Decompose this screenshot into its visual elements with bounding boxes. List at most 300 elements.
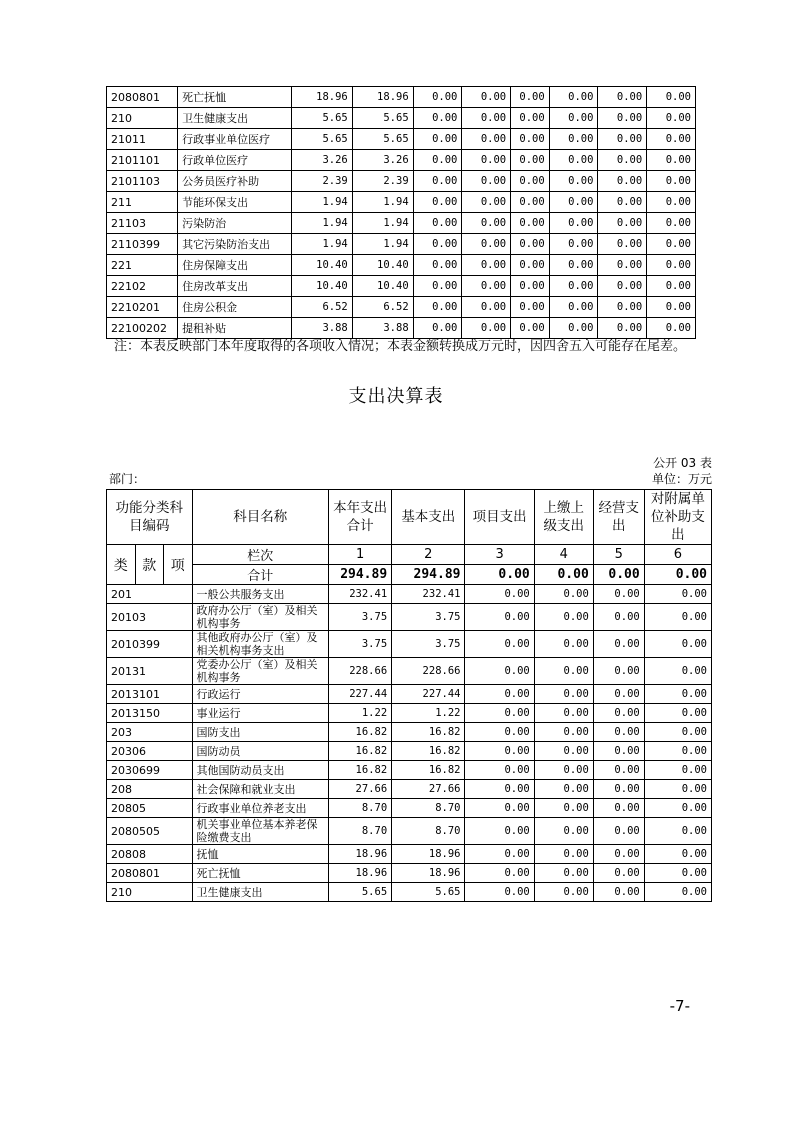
- col-num-2: 2: [392, 545, 465, 565]
- amount-cell: 0.00: [413, 234, 462, 255]
- subject-code: 20103: [107, 604, 193, 631]
- amount-cell: 0.00: [462, 171, 511, 192]
- amount-cell: 0.00: [598, 297, 647, 318]
- subject-code: 20805: [107, 799, 193, 818]
- amount-cell: 0.00: [534, 864, 593, 883]
- subject-name: 卫生健康支出: [192, 883, 328, 902]
- amount-cell: 0.00: [465, 845, 534, 864]
- subject-code: 2030699: [107, 761, 193, 780]
- amount-cell: 0.00: [413, 108, 462, 129]
- table-row: [107, 234, 696, 255]
- amount-cell: 0.00: [598, 171, 647, 192]
- amount-cell: 0.00: [534, 883, 593, 902]
- table-row: [107, 658, 712, 685]
- subject-code: 2101101: [107, 150, 178, 171]
- amount-cell: 0.00: [644, 818, 711, 845]
- amount-cell: 0.00: [534, 658, 593, 685]
- amount-cell: 0.00: [465, 818, 534, 845]
- amount-cell: 10.40: [291, 276, 352, 297]
- subject-name: 公务员医疗补助: [178, 171, 292, 192]
- col-num-1: 1: [329, 545, 392, 565]
- amount-cell: 0.00: [413, 255, 462, 276]
- amount-cell: 0.00: [465, 799, 534, 818]
- income-table-continued: [106, 86, 696, 339]
- subject-name: 提租补贴: [178, 318, 292, 339]
- amount-cell: 0.00: [549, 150, 598, 171]
- total-value-2: 294.89: [392, 565, 465, 585]
- amount-cell: 1.22: [392, 704, 465, 723]
- amount-cell: 0.00: [413, 171, 462, 192]
- amount-cell: 0.00: [598, 213, 647, 234]
- amount-cell: 0.00: [465, 685, 534, 704]
- amount-cell: 5.65: [329, 883, 392, 902]
- amount-cell: 0.00: [644, 742, 711, 761]
- amount-cell: 0.00: [593, 799, 644, 818]
- amount-cell: 0.00: [465, 883, 534, 902]
- amount-cell: 0.00: [511, 255, 550, 276]
- amount-cell: 0.00: [511, 171, 550, 192]
- amount-cell: 0.00: [593, 631, 644, 658]
- amount-cell: 0.00: [465, 604, 534, 631]
- amount-cell: 0.00: [644, 883, 711, 902]
- table-row: [107, 129, 696, 150]
- table-row: [107, 704, 712, 723]
- amount-cell: 228.66: [392, 658, 465, 685]
- amount-cell: 0.00: [593, 864, 644, 883]
- amount-cell: 3.88: [352, 318, 413, 339]
- amount-cell: 3.75: [329, 604, 392, 631]
- amount-cell: 0.00: [598, 129, 647, 150]
- amount-cell: 0.00: [644, 799, 711, 818]
- subject-name: 党委办公厅（室）及相关机构事务: [192, 658, 328, 685]
- amount-cell: 6.52: [352, 297, 413, 318]
- total-value-6: 0.00: [644, 565, 711, 585]
- subject-name: 卫生健康支出: [178, 108, 292, 129]
- table-row: [107, 318, 696, 339]
- amount-cell: 0.00: [644, 585, 711, 604]
- subject-name: 社会保障和就业支出: [192, 780, 328, 799]
- amount-cell: 0.00: [593, 604, 644, 631]
- subject-name: 其他国防动员支出: [192, 761, 328, 780]
- amount-cell: 0.00: [511, 318, 550, 339]
- amount-cell: 0.00: [534, 631, 593, 658]
- amount-cell: 0.00: [413, 87, 462, 108]
- amount-cell: 0.00: [462, 318, 511, 339]
- table-row: [107, 742, 712, 761]
- col-num-6: 6: [644, 545, 711, 565]
- subject-name: 污染防治: [178, 213, 292, 234]
- amount-cell: 0.00: [511, 129, 550, 150]
- amount-cell: 0.00: [644, 845, 711, 864]
- amount-cell: 0.00: [598, 276, 647, 297]
- table-row: [107, 585, 712, 604]
- amount-cell: 0.00: [593, 742, 644, 761]
- amount-cell: 0.00: [593, 845, 644, 864]
- subject-name: 节能环保支出: [178, 192, 292, 213]
- subject-name: 抚恤: [192, 845, 328, 864]
- table-row: [107, 883, 712, 902]
- amount-cell: 1.94: [352, 234, 413, 255]
- amount-cell: 3.26: [352, 150, 413, 171]
- header-row: [107, 490, 712, 545]
- amount-cell: 3.75: [329, 631, 392, 658]
- amount-cell: 2.39: [352, 171, 413, 192]
- subject-code: 2013150: [107, 704, 193, 723]
- amount-cell: 227.44: [329, 685, 392, 704]
- amount-cell: 0.00: [647, 234, 696, 255]
- amount-cell: 0.00: [462, 129, 511, 150]
- amount-cell: 232.41: [392, 585, 465, 604]
- expenditure-table: [106, 489, 712, 902]
- amount-cell: 0.00: [647, 129, 696, 150]
- subject-name: 住房改革支出: [178, 276, 292, 297]
- header-col-3: 项目支出: [465, 490, 534, 545]
- amount-cell: 0.00: [598, 255, 647, 276]
- subject-code: 21011: [107, 129, 178, 150]
- amount-cell: 18.96: [392, 845, 465, 864]
- amount-cell: 0.00: [593, 685, 644, 704]
- amount-cell: 18.96: [352, 87, 413, 108]
- header-kuan: 款: [135, 545, 164, 585]
- amount-cell: 18.96: [329, 845, 392, 864]
- table-row: [107, 845, 712, 864]
- amount-cell: 1.22: [329, 704, 392, 723]
- amount-cell: 0.00: [465, 864, 534, 883]
- unit-label: 单位：万元: [651, 472, 712, 486]
- amount-cell: 10.40: [352, 276, 413, 297]
- subject-name: 行政事业单位养老支出: [192, 799, 328, 818]
- header-col-1: 本年支出合计: [329, 490, 392, 545]
- table-row: [107, 276, 696, 297]
- subject-code: 20131: [107, 658, 193, 685]
- amount-cell: 0.00: [465, 761, 534, 780]
- amount-cell: 0.00: [644, 604, 711, 631]
- table-row: [107, 192, 696, 213]
- table-note: 注：本表反映部门本年度取得的各项收入情况；本表金额转换成万元时，因四舍五入可能存在尾差。: [114, 339, 687, 354]
- amount-cell: 0.00: [413, 150, 462, 171]
- table-row: [107, 799, 712, 818]
- table-row: [107, 864, 712, 883]
- amount-cell: 0.00: [549, 108, 598, 129]
- table-row: [107, 723, 712, 742]
- amount-cell: 0.00: [413, 297, 462, 318]
- amount-cell: 0.00: [593, 780, 644, 799]
- amount-cell: 18.96: [392, 864, 465, 883]
- amount-cell: 0.00: [511, 213, 550, 234]
- table-row: [107, 108, 696, 129]
- subject-code: 201: [107, 585, 193, 604]
- amount-cell: 0.00: [647, 192, 696, 213]
- amount-cell: 0.00: [647, 318, 696, 339]
- amount-cell: 0.00: [644, 631, 711, 658]
- table-row: [107, 255, 696, 276]
- amount-cell: 0.00: [462, 255, 511, 276]
- table-row: [107, 150, 696, 171]
- amount-cell: 0.00: [534, 780, 593, 799]
- amount-cell: 0.00: [549, 318, 598, 339]
- amount-cell: 0.00: [644, 761, 711, 780]
- table-row: [107, 818, 712, 845]
- amount-cell: 2.39: [291, 171, 352, 192]
- amount-cell: 8.70: [392, 799, 465, 818]
- amount-cell: 0.00: [462, 234, 511, 255]
- amount-cell: 0.00: [598, 87, 647, 108]
- public-table-number: 公开 03 表: [653, 456, 712, 470]
- amount-cell: 8.70: [329, 799, 392, 818]
- amount-cell: 0.00: [598, 192, 647, 213]
- subject-name: 国防支出: [192, 723, 328, 742]
- subject-name: 事业运行: [192, 704, 328, 723]
- amount-cell: 0.00: [511, 192, 550, 213]
- subject-code: 2080801: [107, 864, 193, 883]
- table-row: [107, 685, 712, 704]
- subject-code: 210: [107, 108, 178, 129]
- amount-cell: 0.00: [549, 192, 598, 213]
- page-number: -7-: [669, 997, 690, 1015]
- subject-name: 死亡抚恤: [178, 87, 292, 108]
- subject-code: 221: [107, 255, 178, 276]
- amount-cell: 0.00: [534, 799, 593, 818]
- amount-cell: 0.00: [647, 150, 696, 171]
- subject-code: 2110399: [107, 234, 178, 255]
- department-label: 部门：: [109, 472, 146, 486]
- subject-name: 其它污染防治支出: [178, 234, 292, 255]
- subject-name: 机关事业单位基本养老保险缴费支出: [192, 818, 328, 845]
- amount-cell: 0.00: [534, 685, 593, 704]
- amount-cell: 0.00: [462, 150, 511, 171]
- subject-code: 2010399: [107, 631, 193, 658]
- header-xiang: 项: [164, 545, 193, 585]
- amount-cell: 0.00: [593, 761, 644, 780]
- amount-cell: 0.00: [593, 585, 644, 604]
- amount-cell: 6.52: [291, 297, 352, 318]
- table-row: [107, 213, 696, 234]
- amount-cell: 8.70: [392, 818, 465, 845]
- subject-name: 行政运行: [192, 685, 328, 704]
- amount-cell: 1.94: [352, 192, 413, 213]
- amount-cell: 0.00: [549, 276, 598, 297]
- amount-cell: 0.00: [511, 108, 550, 129]
- table-row: [107, 631, 712, 658]
- amount-cell: 16.82: [392, 761, 465, 780]
- amount-cell: 5.65: [291, 129, 352, 150]
- subject-code: 210: [107, 883, 193, 902]
- amount-cell: 0.00: [462, 213, 511, 234]
- amount-cell: 0.00: [462, 276, 511, 297]
- amount-cell: 232.41: [329, 585, 392, 604]
- subject-code: 20306: [107, 742, 193, 761]
- amount-cell: 0.00: [511, 87, 550, 108]
- amount-cell: 0.00: [534, 704, 593, 723]
- total-label: 合计: [192, 565, 328, 585]
- amount-cell: 0.00: [644, 658, 711, 685]
- amount-cell: 0.00: [593, 883, 644, 902]
- amount-cell: 0.00: [644, 685, 711, 704]
- subject-code: 208: [107, 780, 193, 799]
- amount-cell: 0.00: [413, 213, 462, 234]
- amount-cell: 0.00: [465, 704, 534, 723]
- amount-cell: 0.00: [462, 297, 511, 318]
- amount-cell: 18.96: [291, 87, 352, 108]
- amount-cell: 3.75: [392, 604, 465, 631]
- amount-cell: 18.96: [329, 864, 392, 883]
- amount-cell: 0.00: [465, 780, 534, 799]
- subject-code: 20808: [107, 845, 193, 864]
- amount-cell: 0.00: [465, 585, 534, 604]
- amount-cell: 0.00: [644, 780, 711, 799]
- amount-cell: 0.00: [534, 585, 593, 604]
- amount-cell: 0.00: [534, 742, 593, 761]
- amount-cell: 1.94: [291, 213, 352, 234]
- amount-cell: 0.00: [413, 192, 462, 213]
- amount-cell: 228.66: [329, 658, 392, 685]
- amount-cell: 0.00: [413, 318, 462, 339]
- subject-code: 2210201: [107, 297, 178, 318]
- amount-cell: 0.00: [598, 318, 647, 339]
- amount-cell: 0.00: [549, 87, 598, 108]
- subject-code: 21103: [107, 213, 178, 234]
- amount-cell: 0.00: [462, 87, 511, 108]
- amount-cell: 0.00: [549, 129, 598, 150]
- subject-name: 行政事业单位医疗: [178, 129, 292, 150]
- amount-cell: 0.00: [549, 213, 598, 234]
- amount-cell: 5.65: [352, 129, 413, 150]
- amount-cell: 0.00: [647, 213, 696, 234]
- header-lei: 类: [107, 545, 136, 585]
- col-num-3: 3: [465, 545, 534, 565]
- amount-cell: 0.00: [511, 234, 550, 255]
- amount-cell: 3.26: [291, 150, 352, 171]
- amount-cell: 8.70: [329, 818, 392, 845]
- table-row: [107, 87, 696, 108]
- amount-cell: 0.00: [534, 845, 593, 864]
- amount-cell: 3.75: [392, 631, 465, 658]
- subject-code: 203: [107, 723, 193, 742]
- amount-cell: 0.00: [598, 108, 647, 129]
- amount-cell: 0.00: [598, 234, 647, 255]
- amount-cell: 0.00: [465, 658, 534, 685]
- amount-cell: 0.00: [462, 108, 511, 129]
- subject-name: 一般公共服务支出: [192, 585, 328, 604]
- amount-cell: 0.00: [511, 297, 550, 318]
- amount-cell: 3.88: [291, 318, 352, 339]
- amount-cell: 0.00: [598, 150, 647, 171]
- amount-cell: 0.00: [593, 704, 644, 723]
- amount-cell: 10.40: [352, 255, 413, 276]
- amount-cell: 0.00: [534, 761, 593, 780]
- amount-cell: 0.00: [644, 864, 711, 883]
- subject-name: 政府办公厅（室）及相关机构事务: [192, 604, 328, 631]
- lanci-label: 栏次: [192, 545, 328, 565]
- amount-cell: 16.82: [329, 723, 392, 742]
- table-row: [107, 171, 696, 192]
- col-num-4: 4: [534, 545, 593, 565]
- col-num-5: 5: [593, 545, 644, 565]
- amount-cell: 1.94: [352, 213, 413, 234]
- amount-cell: 1.94: [291, 192, 352, 213]
- amount-cell: 0.00: [644, 723, 711, 742]
- amount-cell: 5.65: [291, 108, 352, 129]
- subject-code: 2101103: [107, 171, 178, 192]
- amount-cell: 0.00: [647, 255, 696, 276]
- subject-name: 行政单位医疗: [178, 150, 292, 171]
- amount-cell: 0.00: [593, 818, 644, 845]
- subject-code: 22100202: [107, 318, 178, 339]
- amount-cell: 0.00: [465, 631, 534, 658]
- page-title: 支出决算表: [348, 386, 444, 407]
- header-col-5: 经营支出: [593, 490, 644, 545]
- amount-cell: 0.00: [647, 87, 696, 108]
- amount-cell: 0.00: [549, 234, 598, 255]
- header-col-6: 对附属单位补助支出: [644, 490, 711, 545]
- subject-code: 2080505: [107, 818, 193, 845]
- amount-cell: 0.00: [549, 297, 598, 318]
- amount-cell: 0.00: [534, 818, 593, 845]
- amount-cell: 10.40: [291, 255, 352, 276]
- table-row: [107, 297, 696, 318]
- amount-cell: 0.00: [593, 723, 644, 742]
- amount-cell: 0.00: [534, 723, 593, 742]
- amount-cell: 0.00: [593, 658, 644, 685]
- amount-cell: 16.82: [329, 761, 392, 780]
- amount-cell: 1.94: [291, 234, 352, 255]
- amount-cell: 0.00: [534, 604, 593, 631]
- header-subject-name: 科目名称: [192, 490, 328, 545]
- amount-cell: 27.66: [329, 780, 392, 799]
- amount-cell: 0.00: [647, 171, 696, 192]
- amount-cell: 0.00: [413, 129, 462, 150]
- header-col-4: 上缴上级支出: [534, 490, 593, 545]
- amount-cell: 0.00: [511, 150, 550, 171]
- total-value-4: 0.00: [534, 565, 593, 585]
- subject-name: 住房保障支出: [178, 255, 292, 276]
- subject-code: 2080801: [107, 87, 178, 108]
- subject-code: 22102: [107, 276, 178, 297]
- header-col-2: 基本支出: [392, 490, 465, 545]
- amount-cell: 16.82: [392, 742, 465, 761]
- amount-cell: 0.00: [549, 171, 598, 192]
- column-number-row: [107, 545, 712, 565]
- amount-cell: 0.00: [644, 704, 711, 723]
- amount-cell: 227.44: [392, 685, 465, 704]
- subject-name: 国防动员: [192, 742, 328, 761]
- table-row: [107, 761, 712, 780]
- table-row: [107, 780, 712, 799]
- amount-cell: 0.00: [647, 297, 696, 318]
- subject-code: 211: [107, 192, 178, 213]
- amount-cell: 16.82: [329, 742, 392, 761]
- subject-name: 死亡抚恤: [192, 864, 328, 883]
- amount-cell: 0.00: [413, 276, 462, 297]
- amount-cell: 0.00: [647, 108, 696, 129]
- amount-cell: 0.00: [462, 192, 511, 213]
- subject-name: 住房公积金: [178, 297, 292, 318]
- subject-name: 其他政府办公厅（室）及相关机构事务支出: [192, 631, 328, 658]
- total-row: [107, 565, 712, 585]
- amount-cell: 0.00: [549, 255, 598, 276]
- total-value-1: 294.89: [329, 565, 392, 585]
- amount-cell: 0.00: [465, 723, 534, 742]
- amount-cell: 0.00: [465, 742, 534, 761]
- amount-cell: 16.82: [392, 723, 465, 742]
- header-code-group: 功能分类科目编码: [107, 490, 193, 545]
- amount-cell: 0.00: [511, 276, 550, 297]
- subject-code: 2013101: [107, 685, 193, 704]
- amount-cell: 0.00: [647, 276, 696, 297]
- table-row: [107, 604, 712, 631]
- amount-cell: 27.66: [392, 780, 465, 799]
- total-value-3: 0.00: [465, 565, 534, 585]
